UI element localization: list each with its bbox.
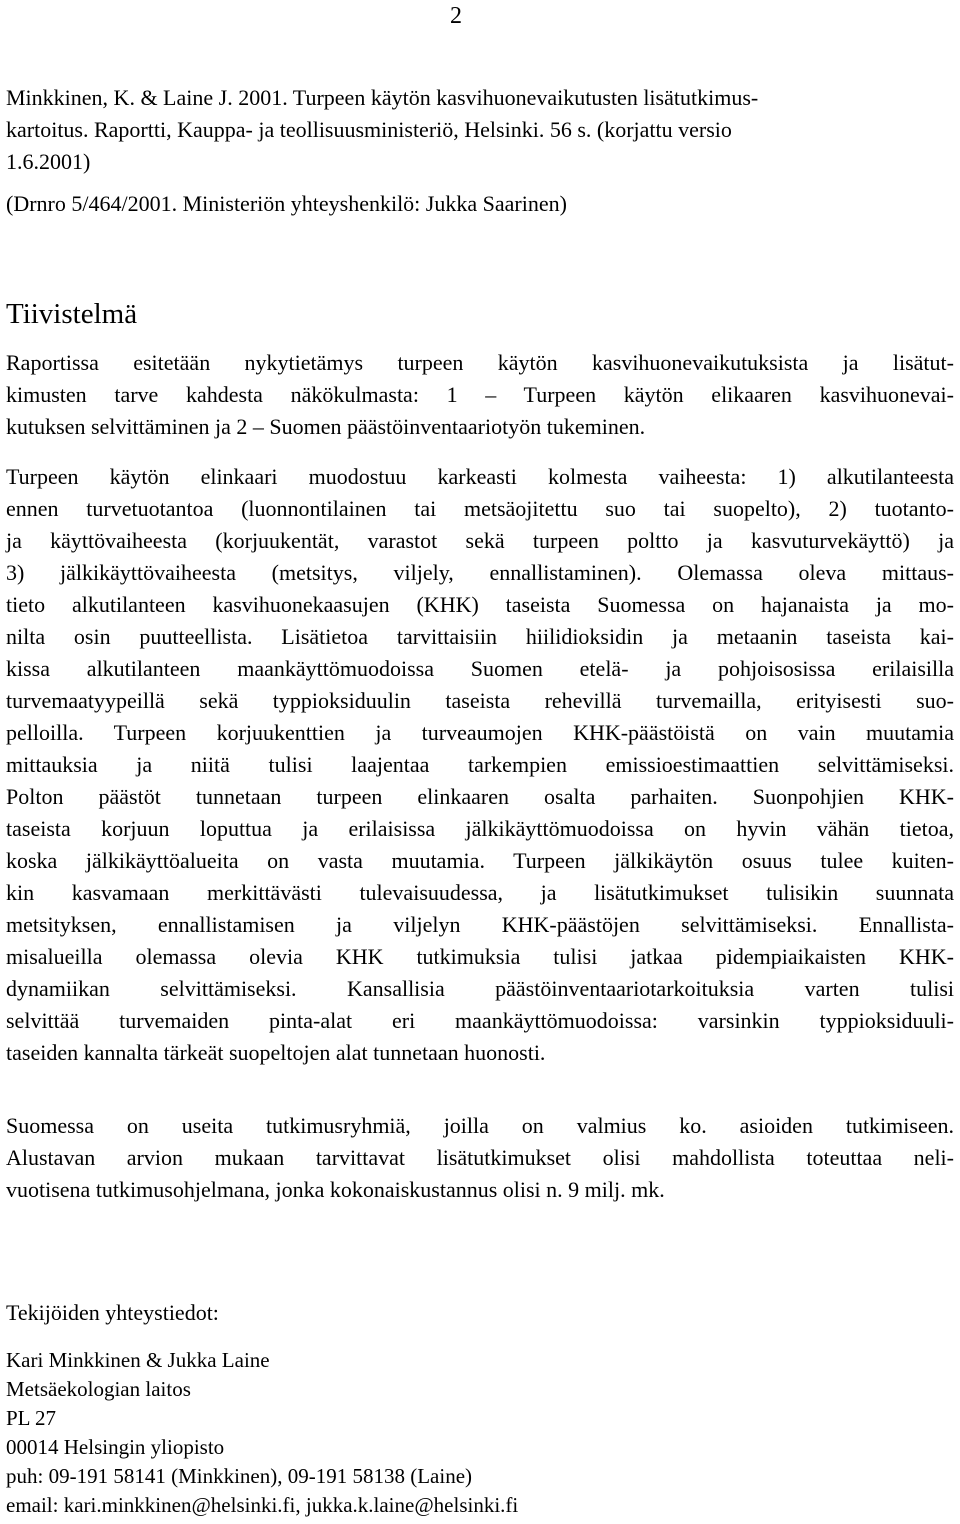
text-line: taseista korjuun loputtua ja erilaisissa jälkikäyttömuodoissa on hyvin vähän tietoa, <box>6 816 954 841</box>
reference-line: (Drnro 5/464/2001. Ministeriön yhteyshenkilö: Jukka Saarinen) <box>6 191 567 216</box>
text-line: kissa alkutilanteen maankäyttömuodoissa Suomen etelä- ja pohjoisosissa erilaisilla <box>6 656 954 681</box>
text-line: nilta osin puutteellista. Lisätietoa tarvittaisiin hiilidioksidin ja metaanin taseista kai- <box>6 624 954 649</box>
contact-line: puh: 09-191 58141 (Minkkinen), 09-191 58138 (Laine) <box>6 1464 473 1488</box>
text-line: kin kasvamaan merkittävästi tulevaisuudessa, ja lisätutkimukset tulisikin suunnata <box>6 880 954 905</box>
text-line: pelloilla. Turpeen korjuukenttien ja turveaumojen KHK-päästöistä on vain muutamia <box>6 720 954 745</box>
text-line: kimusten tarve kahdesta näkökulmasta: 1 – Turpeen käytön elikaaren kasvihuonevai- <box>6 382 954 407</box>
summary-paragraph-2 <box>6 461 954 1069</box>
text-line: 3) jälkikäyttövaiheesta (metsitys, viljely, ennallistaminen). Olemassa oleva mittaus- <box>6 560 954 585</box>
text-line: Suomessa on useita tutkimusryhmiä, joilla on valmius ko. asioiden tutkimiseen. <box>6 1113 954 1138</box>
reference-line: kartoitus. Raportti, Kauppa- ja teollisuusministeriö, Helsinki. 56 s. (korjattu versio <box>6 117 732 142</box>
text-line: Turpeen käytön elinkaari muodostuu karkeasti kolmesta vaiheesta: 1) alkutilanteesta <box>6 464 954 489</box>
text-line: dynamiikan selvittämiseksi. Kansallisia päästöinventaariotarkoituksia varten tulisi <box>6 976 954 1001</box>
contact-line: Metsäekologian laitos <box>6 1377 191 1401</box>
text-line: metsityksen, ennallistamisen ja viljelyn KHK-päästöjen selvittämiseksi. Ennallista- <box>6 912 954 937</box>
text-line: kutuksen selvittäminen ja 2 – Suomen päästöinventaariotyön tukeminen. <box>6 414 646 439</box>
contact-line: 00014 Helsingin yliopisto <box>6 1435 225 1459</box>
contact-block <box>6 1346 518 1520</box>
contact-email-line[interactable]: email: kari.minkkinen@helsinki.fi, jukka.k.laine@helsinki.fi <box>6 1493 519 1517</box>
summary-paragraph-1 <box>6 347 954 443</box>
reference-block <box>6 82 954 220</box>
summary-paragraph-3 <box>6 1110 954 1206</box>
section-title: Tiivistelmä <box>6 298 138 330</box>
text-line: koska jälkikäyttöalueita on vasta muutamia. Turpeen jälkikäytön osuus tulee kuiten- <box>6 848 954 873</box>
text-line: mittauksia ja niitä tulisi laajentaa tarkempien emissioestimaattien selvittämiseksi. <box>6 752 954 777</box>
text-line: vuotisena tutkimusohjelmana, jonka kokonaiskustannus olisi n. 9 milj. mk. <box>6 1177 665 1202</box>
text-line: tieto alkutilanteen kasvihuonekaasujen (KHK) taseista Suomessa on hajanaista ja mo- <box>6 592 954 617</box>
text-line: ja käyttövaiheesta (korjuukentät, varastot sekä turpeen poltto ja kasvuturvekäyttö) ja <box>6 528 954 553</box>
text-line: taseiden kannalta tärkeät suopeltojen alat tunnetaan huonosti. <box>6 1040 546 1065</box>
contact-heading: Tekijöiden yhteystiedot: <box>6 1300 219 1325</box>
text-line: Polton päästöt tunnetaan turpeen elinkaaren osalta parhaiten. Suonpohjien KHK- <box>6 784 954 809</box>
text-line: turvemaatyypeillä sekä typpioksiduulin taseista rehevillä turvemailla, erityisesti suo- <box>6 688 954 713</box>
reference-line: Minkkinen, K. & Laine J. 2001. Turpeen käytön kasvihuonevaikutusten lisätutkimus- <box>6 85 759 110</box>
page-number: 2 <box>450 3 462 29</box>
text-line: misalueilla olemassa olevia KHK tutkimuksia tulisi jatkaa pidempiaikaisten KHK- <box>6 944 954 969</box>
text-line: Alustavan arvion mukaan tarvittavat lisätutkimukset olisi mahdollista toteuttaa neli- <box>6 1145 954 1170</box>
text-line: selvittää turvemaiden pinta-alat eri maankäyttömuodoissa: varsinkin typpioksiduuli- <box>6 1008 954 1033</box>
reference-line: 1.6.2001) <box>6 149 91 174</box>
contact-line: Kari Minkkinen & Jukka Laine <box>6 1348 270 1372</box>
contact-line: PL 27 <box>6 1406 56 1430</box>
text-line: Raportissa esitetään nykytietämys turpeen käytön kasvihuonevaikutuksista ja lisätut- <box>6 350 954 375</box>
text-line: ennen turvetuotantoa (luonnontilainen tai metsäojitettu suo tai suopelto), 2) tuotanto- <box>6 496 954 521</box>
